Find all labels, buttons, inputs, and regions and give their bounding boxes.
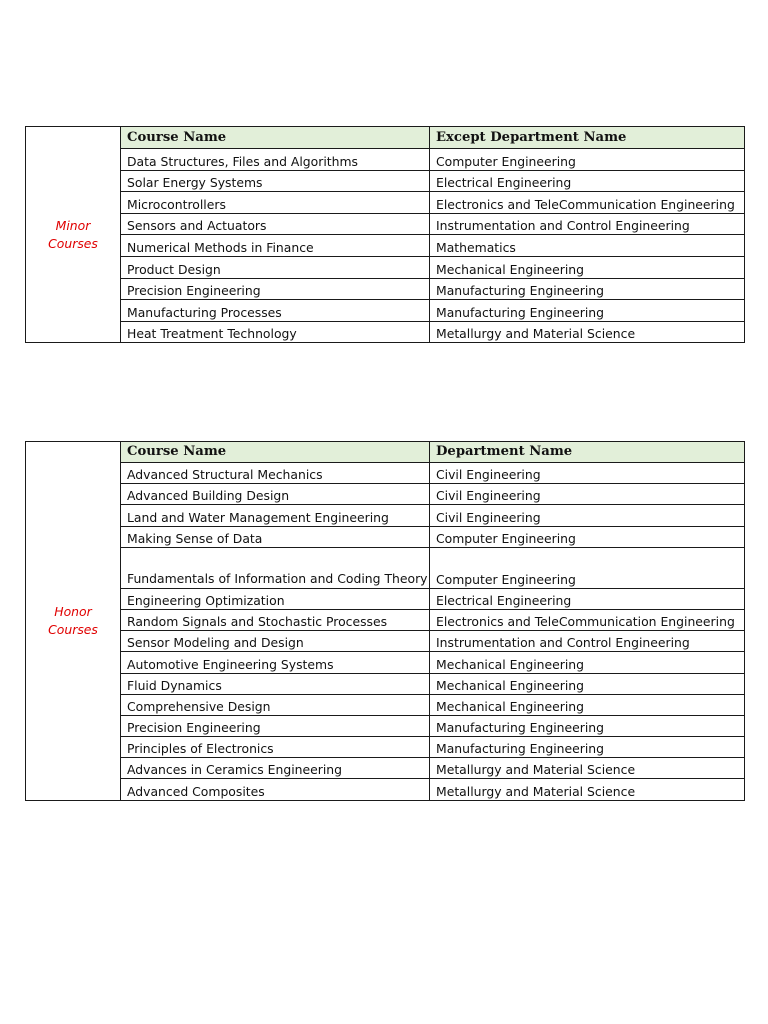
department-cell: Civil Engineering xyxy=(430,484,745,505)
course-name-cell: Making Sense of Data xyxy=(121,526,430,547)
table-row xyxy=(26,673,745,694)
course-name-cell: Advanced Composites xyxy=(121,779,430,800)
label-line-1: Honor xyxy=(54,603,92,619)
course-name-cell: Advanced Structural Mechanics xyxy=(121,463,430,484)
table-row xyxy=(26,235,745,257)
course-name-cell: Product Design xyxy=(121,256,430,278)
table-row xyxy=(26,170,745,192)
column-header-course-name: Course Name xyxy=(121,442,430,463)
course-name-cell: Principles of Electronics xyxy=(121,737,430,758)
department-cell: Metallurgy and Material Science xyxy=(430,779,745,800)
label-line-2: Courses xyxy=(48,621,98,637)
course-name-cell: Microcontrollers xyxy=(121,192,430,214)
table-row xyxy=(26,505,745,526)
department-cell: Computer Engineering xyxy=(430,547,745,588)
minor-courses-label xyxy=(26,127,121,343)
course-name-cell: Precision Engineering xyxy=(121,715,430,736)
course-name-cell: Solar Energy Systems xyxy=(121,170,430,192)
table-row xyxy=(26,321,745,343)
table-row xyxy=(26,256,745,278)
table-row xyxy=(26,484,745,505)
department-cell: Electronics and TeleCommunication Engineering xyxy=(430,609,745,630)
course-name-cell: Random Signals and Stochastic Processes xyxy=(121,609,430,630)
department-cell: Civil Engineering xyxy=(430,505,745,526)
table-row xyxy=(26,652,745,673)
table-row xyxy=(26,631,745,652)
course-name-cell: Sensors and Actuators xyxy=(121,213,430,235)
column-header-except-department-name: Except Department Name xyxy=(430,127,745,149)
department-cell: Manufacturing Engineering xyxy=(430,737,745,758)
course-name-cell: Land and Water Management Engineering xyxy=(121,505,430,526)
course-name-cell: Numerical Methods in Finance xyxy=(121,235,430,257)
table-header-row xyxy=(26,127,745,149)
department-cell: Civil Engineering xyxy=(430,463,745,484)
course-name-cell: Sensor Modeling and Design xyxy=(121,631,430,652)
table-row xyxy=(26,694,745,715)
course-name-cell: Heat Treatment Technology xyxy=(121,321,430,343)
table-row xyxy=(26,192,745,214)
department-cell: Metallurgy and Material Science xyxy=(430,758,745,779)
department-cell: Mechanical Engineering xyxy=(430,256,745,278)
department-cell: Metallurgy and Material Science xyxy=(430,321,745,343)
department-cell: Electrical Engineering xyxy=(430,170,745,192)
column-header-department-name: Department Name xyxy=(430,442,745,463)
table-row xyxy=(26,278,745,300)
department-cell: Computer Engineering xyxy=(430,149,745,171)
course-name-cell: Advances in Ceramics Engineering xyxy=(121,758,430,779)
course-name-cell: Engineering Optimization xyxy=(121,588,430,609)
department-cell: Instrumentation and Control Engineering xyxy=(430,631,745,652)
label-line-2: Courses xyxy=(48,235,98,251)
table-row xyxy=(26,526,745,547)
department-cell: Electronics and TeleCommunication Engineering xyxy=(430,192,745,214)
course-name-cell: Data Structures, Files and Algorithms xyxy=(121,149,430,171)
table-row xyxy=(26,588,745,609)
table-row xyxy=(26,715,745,736)
department-cell: Computer Engineering xyxy=(430,526,745,547)
table-row xyxy=(26,547,745,588)
course-name-cell: Fundamentals of Information and Coding Theory xyxy=(121,547,430,588)
honor-courses-table xyxy=(25,441,745,801)
department-cell: Mechanical Engineering xyxy=(430,652,745,673)
department-cell: Mechanical Engineering xyxy=(430,694,745,715)
course-name-cell: Manufacturing Processes xyxy=(121,300,430,322)
label-line-1: Minor xyxy=(55,217,91,233)
course-name-cell: Automotive Engineering Systems xyxy=(121,652,430,673)
course-name-cell: Advanced Building Design xyxy=(121,484,430,505)
table-row xyxy=(26,609,745,630)
honor-courses-label xyxy=(26,442,121,801)
table-row xyxy=(26,213,745,235)
department-cell: Manufacturing Engineering xyxy=(430,300,745,322)
table-row xyxy=(26,149,745,171)
course-name-cell: Fluid Dynamics xyxy=(121,673,430,694)
department-cell: Instrumentation and Control Engineering xyxy=(430,213,745,235)
table-row xyxy=(26,300,745,322)
table-row xyxy=(26,779,745,800)
table-row xyxy=(26,463,745,484)
table-header-row xyxy=(26,442,745,463)
minor-courses-table xyxy=(25,126,745,343)
course-name-cell: Precision Engineering xyxy=(121,278,430,300)
course-name-cell: Comprehensive Design xyxy=(121,694,430,715)
department-cell: Manufacturing Engineering xyxy=(430,715,745,736)
table-row xyxy=(26,758,745,779)
department-cell: Manufacturing Engineering xyxy=(430,278,745,300)
department-cell: Mechanical Engineering xyxy=(430,673,745,694)
department-cell: Mathematics xyxy=(430,235,745,257)
column-header-course-name: Course Name xyxy=(121,127,430,149)
table-row xyxy=(26,737,745,758)
department-cell: Electrical Engineering xyxy=(430,588,745,609)
